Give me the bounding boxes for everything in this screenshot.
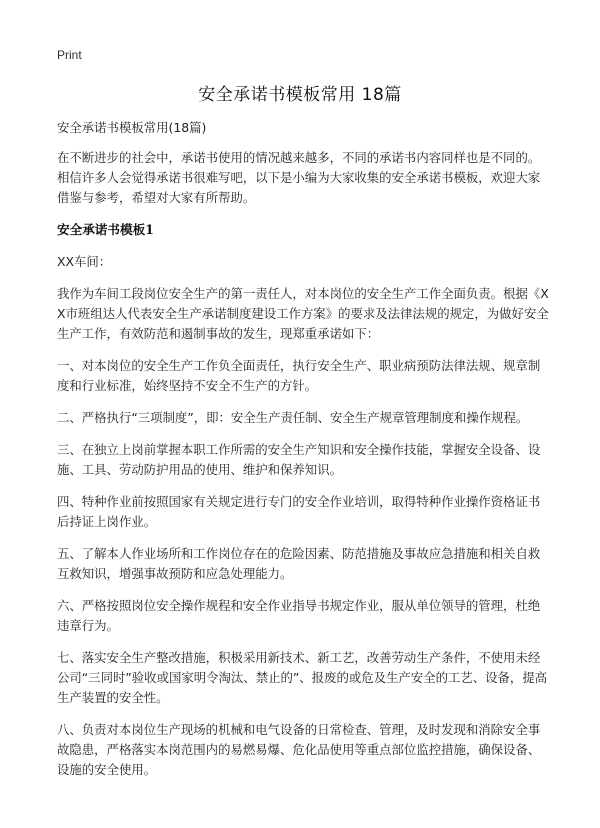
- document-body: [57, 118, 549, 792]
- intro-paragraph: 在不断进步的社会中，承诺书使用的情况越来越多，不同的承诺书内容同样也是不同的。相信许多人会觉得承诺书很难写吧，以下是小编为大家收集的安全承诺书模板，欢迎大家借鉴与参考，希望对大家有所帮助。: [57, 150, 541, 205]
- commitment-item-5: 五、了解本人作业场所和工作岗位存在的危险因素、防范措施及事故应急措施和相关自救互救知识，增强事故预防和应急处理能力。: [57, 546, 541, 581]
- commitment-item-4: 四、特种作业前按照国家有关规定进行专门的安全作业培训，取得特种作业操作资格证书后持证上岗作业。: [57, 494, 541, 529]
- opening-paragraph: 我作为车间工段岗位安全生产的第一责任人，对本岗位的安全生产工作全面负责。根据《XX市班组达人代表安全生产承诺制度建设工作方案》的要求及法律法规的规定，为做好安全生产工作，有效防范和遏制事故的发生，现郑重承诺如下：: [57, 286, 549, 341]
- commitment-item-1: 一、对本岗位的安全生产工作负全面责任，执行安全生产、职业病预防法律法规、规章制度和行业标准，始终坚持不安全不生产的方针。: [57, 358, 541, 393]
- print-label: Print: [57, 48, 82, 62]
- commitment-item-6: 六、严格按照岗位安全操作规程和安全作业指导书规定作业，服从单位领导的管理，杜绝违章行为。: [57, 598, 541, 633]
- salutation: XX车间：: [57, 254, 112, 269]
- commitment-item-3: 三、在独立上岗前掌握本职工作所需的安全生产知识和安全操作技能，掌握安全设备、设施、工具、劳动防护用品的使用、维护和保养知识。: [57, 442, 541, 477]
- section-heading: 安全承诺书模板1: [57, 222, 154, 237]
- commitment-item-7: 七、落实安全生产整改措施，积极采用新技术、新工艺，改善劳动生产条件，不使用未经公司“三同时”验收或国家明令淘汰、禁止的”、报废的或危及生产安全的工艺、设备，提高生产装置的安全性。: [57, 650, 548, 705]
- document-title: 安全承诺书模板常用 18篇: [198, 85, 402, 105]
- document-subtitle: 安全承诺书模板常用(18篇): [57, 120, 207, 135]
- commitment-list: [57, 356, 549, 780]
- commitment-item-8: 八、负责对本岗位生产现场的机械和电气设备的日常检查、管理，及时发现和消除安全事故隐患，严格落实本岗范围内的易燃易爆、危化品使用等重点部位监控措施，确保设备、设施的安全使用。: [57, 722, 541, 777]
- commitment-item-2: 二、严格执行“三项制度”，即：安全生产责任制、安全生产规章管理制度和操作规程。: [57, 410, 529, 425]
